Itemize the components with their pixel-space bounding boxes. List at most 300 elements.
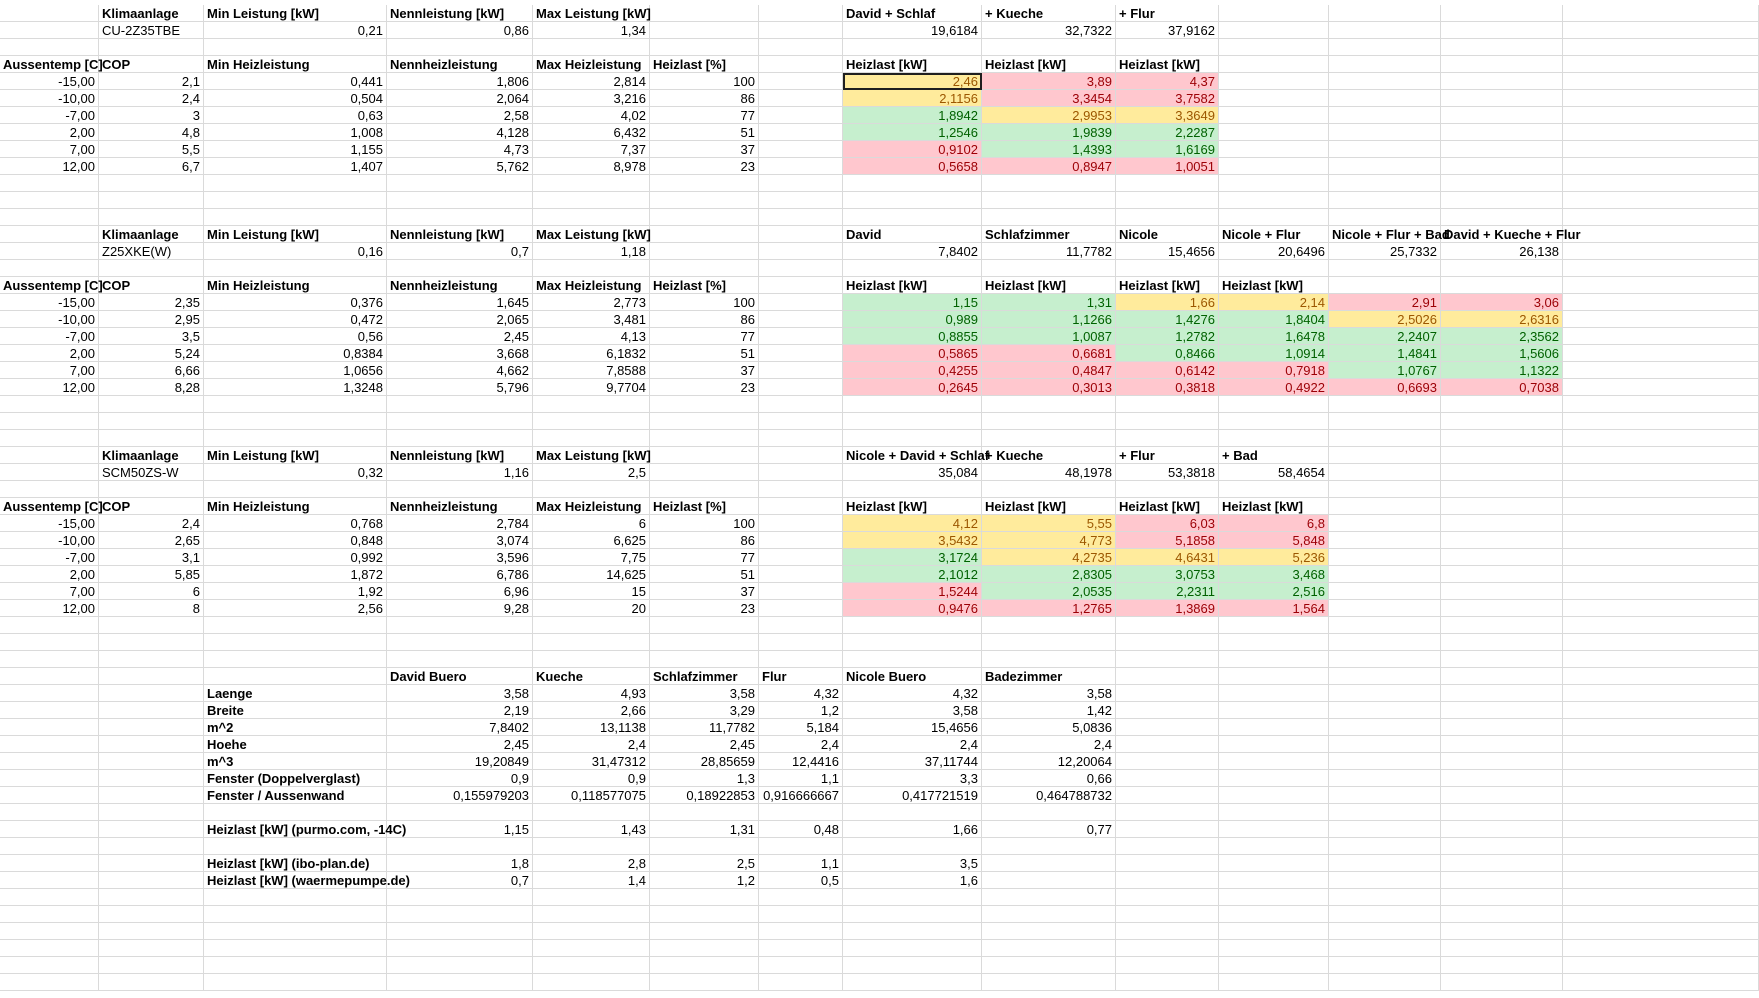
empty-cell[interactable]: [1116, 889, 1219, 906]
empty-cell[interactable]: [650, 396, 759, 413]
cell[interactable]: Heizlast [kW] (ibo-plan.de): [204, 855, 387, 872]
cell[interactable]: 37: [650, 362, 759, 379]
empty-cell[interactable]: [1441, 838, 1563, 855]
empty-cell[interactable]: [982, 923, 1116, 940]
cell[interactable]: 2,773: [533, 294, 650, 311]
cell[interactable]: 1,1: [759, 770, 843, 787]
empty-cell[interactable]: [1441, 668, 1563, 685]
empty-cell[interactable]: [1329, 719, 1441, 736]
cell[interactable]: 2,00: [0, 566, 99, 583]
empty-cell[interactable]: [843, 634, 982, 651]
active-cell[interactable]: 2,46: [843, 73, 982, 90]
cell[interactable]: 1,31: [982, 294, 1116, 311]
empty-cell[interactable]: [1329, 5, 1441, 22]
empty-cell[interactable]: [1441, 413, 1563, 430]
empty-cell[interactable]: [759, 56, 843, 73]
empty-cell[interactable]: [204, 838, 387, 855]
empty-cell[interactable]: [0, 192, 99, 209]
cell[interactable]: 1,1266: [982, 311, 1116, 328]
empty-cell[interactable]: [204, 906, 387, 923]
empty-cell[interactable]: [1219, 940, 1329, 957]
cell[interactable]: 2,4: [99, 90, 204, 107]
empty-cell[interactable]: [650, 209, 759, 226]
empty-cell[interactable]: [1219, 889, 1329, 906]
cell[interactable]: 2,00: [0, 124, 99, 141]
cell[interactable]: Klimaanlage: [99, 447, 204, 464]
empty-cell[interactable]: [982, 192, 1116, 209]
empty-cell[interactable]: [533, 923, 650, 940]
cell[interactable]: 100: [650, 515, 759, 532]
empty-cell[interactable]: [759, 940, 843, 957]
empty-cell[interactable]: [759, 583, 843, 600]
cell[interactable]: 3,58: [650, 685, 759, 702]
cell[interactable]: Fenster / Aussenwand: [204, 787, 387, 804]
empty-cell[interactable]: [759, 838, 843, 855]
empty-cell[interactable]: [204, 889, 387, 906]
empty-cell[interactable]: [1441, 600, 1563, 617]
empty-cell[interactable]: [759, 566, 843, 583]
cell[interactable]: 7,8402: [843, 243, 982, 260]
cell[interactable]: Heizlast [kW]: [982, 277, 1116, 294]
empty-cell[interactable]: [1441, 872, 1563, 889]
cell[interactable]: 0,155979203: [387, 787, 533, 804]
empty-cell[interactable]: [99, 481, 204, 498]
cell[interactable]: 6: [533, 515, 650, 532]
cell[interactable]: 3,3: [843, 770, 982, 787]
empty-cell[interactable]: [0, 39, 99, 56]
cell[interactable]: 0,8947: [982, 158, 1116, 175]
cell[interactable]: 6,786: [387, 566, 533, 583]
cell[interactable]: 25,7332: [1329, 243, 1441, 260]
cell[interactable]: 3,668: [387, 345, 533, 362]
empty-cell[interactable]: [204, 39, 387, 56]
cell[interactable]: CU-2Z35TBE: [99, 22, 204, 39]
cell[interactable]: 4,773: [982, 532, 1116, 549]
empty-cell[interactable]: [1116, 651, 1219, 668]
cell[interactable]: 2,4: [759, 736, 843, 753]
empty-cell[interactable]: [1441, 566, 1563, 583]
empty-cell[interactable]: [1441, 430, 1563, 447]
empty-cell[interactable]: [387, 651, 533, 668]
empty-cell[interactable]: [982, 481, 1116, 498]
cell[interactable]: 51: [650, 566, 759, 583]
cell[interactable]: 5,24: [99, 345, 204, 362]
empty-cell[interactable]: [1116, 430, 1219, 447]
cell[interactable]: 1,3869: [1116, 600, 1219, 617]
cell[interactable]: Min Leistung [kW]: [204, 447, 387, 464]
empty-cell[interactable]: [1219, 5, 1329, 22]
empty-cell[interactable]: [982, 957, 1116, 974]
empty-cell[interactable]: [843, 889, 982, 906]
empty-cell[interactable]: [1563, 940, 1759, 957]
cell[interactable]: 32,7322: [982, 22, 1116, 39]
empty-cell[interactable]: [1441, 617, 1563, 634]
empty-cell[interactable]: [1116, 481, 1219, 498]
cell[interactable]: 2,65: [99, 532, 204, 549]
cell[interactable]: David: [843, 226, 982, 243]
cell[interactable]: Min Heizleistung: [204, 498, 387, 515]
cell[interactable]: 6,96: [387, 583, 533, 600]
cell[interactable]: 5,848: [1219, 532, 1329, 549]
cell[interactable]: Aussentemp [C]: [0, 498, 99, 515]
cell[interactable]: 1,3248: [204, 379, 387, 396]
empty-cell[interactable]: [1563, 175, 1759, 192]
cell[interactable]: 0,989: [843, 311, 982, 328]
empty-cell[interactable]: [99, 634, 204, 651]
cell[interactable]: Klimaanlage: [99, 5, 204, 22]
cell[interactable]: 3,7582: [1116, 90, 1219, 107]
empty-cell[interactable]: [1219, 107, 1329, 124]
empty-cell[interactable]: [204, 413, 387, 430]
empty-cell[interactable]: [759, 447, 843, 464]
empty-cell[interactable]: [759, 362, 843, 379]
empty-cell[interactable]: [759, 328, 843, 345]
cell[interactable]: 2,3562: [1441, 328, 1563, 345]
empty-cell[interactable]: [1329, 923, 1441, 940]
empty-cell[interactable]: [1441, 192, 1563, 209]
empty-cell[interactable]: [1219, 73, 1329, 90]
cell[interactable]: 23: [650, 600, 759, 617]
cell[interactable]: 0,3013: [982, 379, 1116, 396]
cell[interactable]: 35,084: [843, 464, 982, 481]
empty-cell[interactable]: [1116, 634, 1219, 651]
empty-cell[interactable]: [1329, 583, 1441, 600]
cell[interactable]: 2,2287: [1116, 124, 1219, 141]
empty-cell[interactable]: [1563, 906, 1759, 923]
empty-cell[interactable]: [759, 141, 843, 158]
empty-cell[interactable]: [1441, 889, 1563, 906]
empty-cell[interactable]: [1563, 124, 1759, 141]
cell[interactable]: 2,6316: [1441, 311, 1563, 328]
cell[interactable]: 1,15: [387, 821, 533, 838]
empty-cell[interactable]: [0, 464, 99, 481]
cell[interactable]: Heizlast [kW]: [1116, 498, 1219, 515]
empty-cell[interactable]: [1441, 107, 1563, 124]
empty-cell[interactable]: [99, 872, 204, 889]
empty-cell[interactable]: [1116, 260, 1219, 277]
empty-cell[interactable]: [1329, 192, 1441, 209]
empty-cell[interactable]: [1329, 821, 1441, 838]
empty-cell[interactable]: [759, 957, 843, 974]
empty-cell[interactable]: [387, 940, 533, 957]
empty-cell[interactable]: [1441, 464, 1563, 481]
empty-cell[interactable]: [99, 787, 204, 804]
empty-cell[interactable]: [650, 617, 759, 634]
cell[interactable]: 4,6431: [1116, 549, 1219, 566]
empty-cell[interactable]: [1563, 889, 1759, 906]
cell[interactable]: 2,45: [387, 328, 533, 345]
cell[interactable]: Aussentemp [C]: [0, 277, 99, 294]
empty-cell[interactable]: [759, 158, 843, 175]
empty-cell[interactable]: [759, 311, 843, 328]
cell[interactable]: 0,9: [387, 770, 533, 787]
empty-cell[interactable]: [1116, 668, 1219, 685]
empty-cell[interactable]: [1563, 838, 1759, 855]
cell[interactable]: 2,5026: [1329, 311, 1441, 328]
cell[interactable]: 0,6681: [982, 345, 1116, 362]
cell[interactable]: 0,4255: [843, 362, 982, 379]
cell[interactable]: 86: [650, 532, 759, 549]
empty-cell[interactable]: [650, 226, 759, 243]
cell[interactable]: 0,472: [204, 311, 387, 328]
cell[interactable]: 6: [99, 583, 204, 600]
cell[interactable]: + Flur: [1116, 5, 1219, 22]
cell[interactable]: 37,9162: [1116, 22, 1219, 39]
empty-cell[interactable]: [982, 260, 1116, 277]
cell[interactable]: 20,6496: [1219, 243, 1329, 260]
cell[interactable]: Badezimmer: [982, 668, 1116, 685]
empty-cell[interactable]: [1219, 430, 1329, 447]
empty-cell[interactable]: [759, 413, 843, 430]
cell[interactable]: Min Heizleistung: [204, 56, 387, 73]
empty-cell[interactable]: [1116, 736, 1219, 753]
empty-cell[interactable]: [204, 804, 387, 821]
empty-cell[interactable]: [387, 430, 533, 447]
cell[interactable]: 5,184: [759, 719, 843, 736]
empty-cell[interactable]: [1219, 192, 1329, 209]
empty-cell[interactable]: [1116, 940, 1219, 957]
cell[interactable]: 58,4654: [1219, 464, 1329, 481]
empty-cell[interactable]: [1441, 651, 1563, 668]
cell[interactable]: Heizlast [kW]: [843, 498, 982, 515]
cell[interactable]: 13,1138: [533, 719, 650, 736]
cell[interactable]: 1,0051: [1116, 158, 1219, 175]
empty-cell[interactable]: [0, 226, 99, 243]
empty-cell[interactable]: [650, 175, 759, 192]
cell[interactable]: 0,118577075: [533, 787, 650, 804]
cell[interactable]: 3,3454: [982, 90, 1116, 107]
empty-cell[interactable]: [982, 634, 1116, 651]
empty-cell[interactable]: [650, 651, 759, 668]
empty-cell[interactable]: [1563, 685, 1759, 702]
cell[interactable]: 4,12: [843, 515, 982, 532]
empty-cell[interactable]: [1219, 855, 1329, 872]
cell[interactable]: 6,8: [1219, 515, 1329, 532]
cell[interactable]: 5,236: [1219, 549, 1329, 566]
empty-cell[interactable]: [843, 940, 982, 957]
empty-cell[interactable]: [533, 430, 650, 447]
cell[interactable]: 7,37: [533, 141, 650, 158]
cell[interactable]: 37,11744: [843, 753, 982, 770]
empty-cell[interactable]: [1219, 838, 1329, 855]
empty-cell[interactable]: [759, 498, 843, 515]
empty-cell[interactable]: [99, 770, 204, 787]
cell[interactable]: 0,7: [387, 872, 533, 889]
cell[interactable]: Min Leistung [kW]: [204, 5, 387, 22]
empty-cell[interactable]: [1563, 73, 1759, 90]
cell[interactable]: 15,4656: [1116, 243, 1219, 260]
cell[interactable]: 3,06: [1441, 294, 1563, 311]
empty-cell[interactable]: [0, 753, 99, 770]
cell[interactable]: 4,128: [387, 124, 533, 141]
cell[interactable]: 0,848: [204, 532, 387, 549]
cell[interactable]: 0,9102: [843, 141, 982, 158]
cell[interactable]: 0,63: [204, 107, 387, 124]
cell[interactable]: 20: [533, 600, 650, 617]
empty-cell[interactable]: [1563, 396, 1759, 413]
empty-cell[interactable]: [1116, 855, 1219, 872]
empty-cell[interactable]: [650, 804, 759, 821]
empty-cell[interactable]: [1441, 39, 1563, 56]
empty-cell[interactable]: [0, 175, 99, 192]
empty-cell[interactable]: [1329, 430, 1441, 447]
cell[interactable]: 2,1: [99, 73, 204, 90]
empty-cell[interactable]: [0, 481, 99, 498]
empty-cell[interactable]: [387, 634, 533, 651]
cell[interactable]: 0,2645: [843, 379, 982, 396]
cell[interactable]: 7,8588: [533, 362, 650, 379]
empty-cell[interactable]: [387, 889, 533, 906]
cell[interactable]: COP: [99, 277, 204, 294]
cell[interactable]: 37: [650, 583, 759, 600]
empty-cell[interactable]: [650, 889, 759, 906]
empty-cell[interactable]: [1329, 209, 1441, 226]
empty-cell[interactable]: [1441, 260, 1563, 277]
empty-cell[interactable]: [1329, 957, 1441, 974]
empty-cell[interactable]: [650, 974, 759, 991]
empty-cell[interactable]: [759, 515, 843, 532]
empty-cell[interactable]: [759, 73, 843, 90]
empty-cell[interactable]: [387, 804, 533, 821]
cell[interactable]: 1,155: [204, 141, 387, 158]
cell[interactable]: 1,4393: [982, 141, 1116, 158]
cell[interactable]: 0,4922: [1219, 379, 1329, 396]
cell[interactable]: 1,16: [387, 464, 533, 481]
cell[interactable]: 4,32: [843, 685, 982, 702]
cell[interactable]: 77: [650, 549, 759, 566]
empty-cell[interactable]: [204, 175, 387, 192]
empty-cell[interactable]: [1563, 192, 1759, 209]
empty-cell[interactable]: [99, 889, 204, 906]
empty-cell[interactable]: [1441, 175, 1563, 192]
empty-cell[interactable]: [387, 974, 533, 991]
empty-cell[interactable]: [1219, 634, 1329, 651]
cell[interactable]: 0,5: [759, 872, 843, 889]
cell[interactable]: 19,20849: [387, 753, 533, 770]
empty-cell[interactable]: [1441, 22, 1563, 39]
empty-cell[interactable]: [759, 277, 843, 294]
empty-cell[interactable]: [1563, 447, 1759, 464]
empty-cell[interactable]: [1563, 277, 1759, 294]
empty-cell[interactable]: [759, 889, 843, 906]
cell[interactable]: 0,464788732: [982, 787, 1116, 804]
empty-cell[interactable]: [0, 260, 99, 277]
empty-cell[interactable]: [982, 906, 1116, 923]
cell[interactable]: 6,1832: [533, 345, 650, 362]
empty-cell[interactable]: [1563, 5, 1759, 22]
cell[interactable]: 1,0087: [982, 328, 1116, 345]
cell[interactable]: Max Leistung [kW]: [533, 5, 650, 22]
empty-cell[interactable]: [759, 209, 843, 226]
cell[interactable]: 1,15: [843, 294, 982, 311]
empty-cell[interactable]: [387, 413, 533, 430]
empty-cell[interactable]: [0, 668, 99, 685]
empty-cell[interactable]: [1563, 39, 1759, 56]
empty-cell[interactable]: [1219, 804, 1329, 821]
cell[interactable]: 3,468: [1219, 566, 1329, 583]
empty-cell[interactable]: [533, 838, 650, 855]
empty-cell[interactable]: [533, 906, 650, 923]
empty-cell[interactable]: [1329, 974, 1441, 991]
empty-cell[interactable]: [1116, 685, 1219, 702]
empty-cell[interactable]: [99, 175, 204, 192]
cell[interactable]: Heizlast [kW] (waermepumpe.de): [204, 872, 387, 889]
empty-cell[interactable]: [1219, 209, 1329, 226]
empty-cell[interactable]: [1329, 90, 1441, 107]
empty-cell[interactable]: [1563, 651, 1759, 668]
empty-cell[interactable]: [204, 396, 387, 413]
empty-cell[interactable]: [1329, 906, 1441, 923]
empty-cell[interactable]: [387, 192, 533, 209]
cell[interactable]: -10,00: [0, 532, 99, 549]
cell[interactable]: 2,14: [1219, 294, 1329, 311]
empty-cell[interactable]: [99, 821, 204, 838]
cell[interactable]: Heizlast [kW]: [1219, 498, 1329, 515]
empty-cell[interactable]: [1329, 940, 1441, 957]
empty-cell[interactable]: [982, 651, 1116, 668]
empty-cell[interactable]: [1329, 260, 1441, 277]
empty-cell[interactable]: [1563, 243, 1759, 260]
empty-cell[interactable]: [1563, 770, 1759, 787]
empty-cell[interactable]: [1329, 532, 1441, 549]
cell[interactable]: 100: [650, 73, 759, 90]
empty-cell[interactable]: [1563, 804, 1759, 821]
empty-cell[interactable]: [1329, 804, 1441, 821]
empty-cell[interactable]: [1329, 277, 1441, 294]
cell[interactable]: 2,95: [99, 311, 204, 328]
empty-cell[interactable]: [759, 617, 843, 634]
cell[interactable]: Flur: [759, 668, 843, 685]
cell[interactable]: Nennleistung [kW]: [387, 5, 533, 22]
empty-cell[interactable]: [982, 838, 1116, 855]
empty-cell[interactable]: [759, 974, 843, 991]
empty-cell[interactable]: [843, 906, 982, 923]
empty-cell[interactable]: [204, 617, 387, 634]
empty-cell[interactable]: [1116, 787, 1219, 804]
cell[interactable]: Max Leistung [kW]: [533, 226, 650, 243]
cell[interactable]: Nennheizleistung: [387, 277, 533, 294]
cell[interactable]: 1,6478: [1219, 328, 1329, 345]
cell[interactable]: -10,00: [0, 90, 99, 107]
empty-cell[interactable]: [1329, 158, 1441, 175]
empty-cell[interactable]: [0, 957, 99, 974]
empty-cell[interactable]: [1563, 56, 1759, 73]
empty-cell[interactable]: [533, 940, 650, 957]
empty-cell[interactable]: [650, 634, 759, 651]
empty-cell[interactable]: [1441, 481, 1563, 498]
cell[interactable]: 1,2: [650, 872, 759, 889]
cell[interactable]: 3,074: [387, 532, 533, 549]
empty-cell[interactable]: [1219, 787, 1329, 804]
empty-cell[interactable]: [1441, 685, 1563, 702]
cell[interactable]: 8: [99, 600, 204, 617]
empty-cell[interactable]: [1219, 702, 1329, 719]
empty-cell[interactable]: [650, 260, 759, 277]
empty-cell[interactable]: [759, 464, 843, 481]
cell[interactable]: 1,31: [650, 821, 759, 838]
empty-cell[interactable]: [387, 906, 533, 923]
empty-cell[interactable]: [1329, 515, 1441, 532]
cell[interactable]: 9,28: [387, 600, 533, 617]
empty-cell[interactable]: [533, 481, 650, 498]
cell[interactable]: 4,32: [759, 685, 843, 702]
cell[interactable]: Nennleistung [kW]: [387, 447, 533, 464]
cell[interactable]: Aussentemp [C]: [0, 56, 99, 73]
cell[interactable]: Heizlast [kW]: [1219, 277, 1329, 294]
empty-cell[interactable]: [1441, 957, 1563, 974]
empty-cell[interactable]: [1329, 141, 1441, 158]
empty-cell[interactable]: [387, 957, 533, 974]
